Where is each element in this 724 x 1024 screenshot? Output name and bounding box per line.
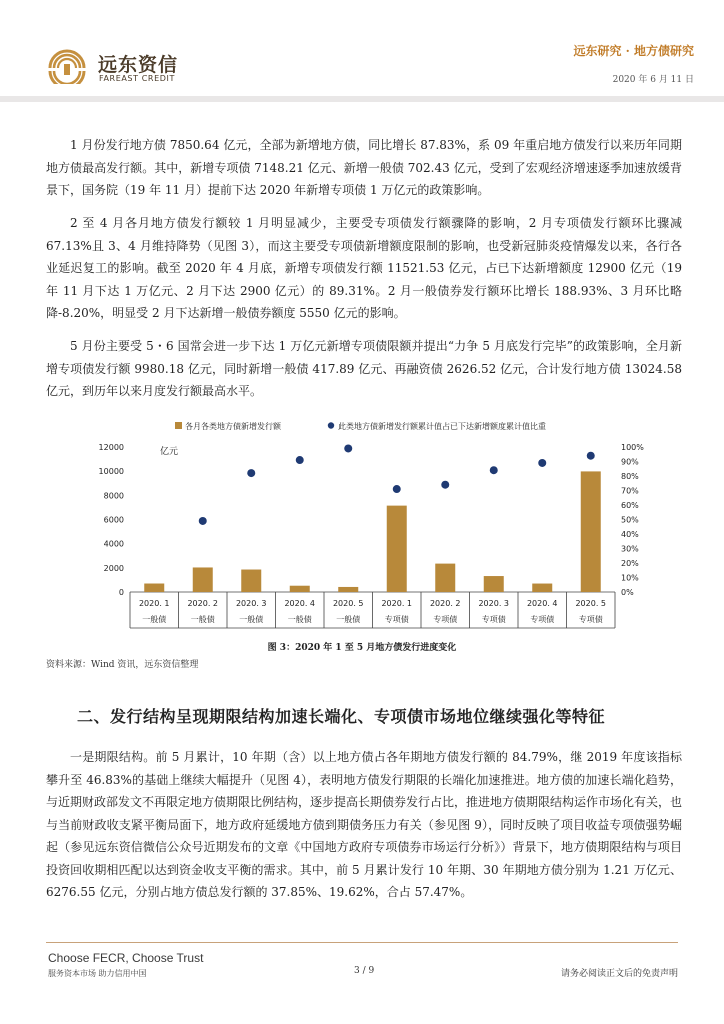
y-tick-label: 2000	[103, 563, 124, 573]
paragraph-feb-apr: 2 至 4 月各月地方债发行额较 1 月明显减少，主要受专项债发行额骤降的影响，2 月专项债发行额环比骤减 67.13%且 3、4 月维持降势（见图 3），而这主要受专项债新增额度限制的影响，也受新冠肺炎疫情爆发以来，各行各业延迟复工的影响。截至 2020 年 4 月底，新增专项债发行额 11521.53 亿元，占已下达新增额度 12900 亿元（19 年 11 月下达 1 万亿元、2 月下达 2900 亿元）的 89.31%。2 月一般债券发行额环比增长 188.93%、3 月环比略降-8.20%，明显受 2 月下达新增一般债券额度 5550 亿元的影响。	[46, 216, 682, 320]
y-tick-label: 10000	[98, 467, 124, 477]
bar-一般债-3	[241, 570, 261, 592]
footer-slogan-cn: 服务资本市场 助力信用中国	[48, 969, 147, 978]
ratio-point-10	[587, 452, 595, 460]
y2-tick-label: 50%	[621, 515, 639, 525]
y2-tick-label: 0%	[621, 588, 634, 597]
bar-一般债-5	[338, 587, 358, 592]
x-tick-group: 专项债	[578, 615, 603, 624]
y2-tick-label: 40%	[621, 530, 639, 539]
bar-一般债-4	[290, 586, 310, 592]
ratio-point-6	[393, 485, 401, 493]
legend-dot-swatch	[328, 422, 334, 428]
x-tick-period: 2020. 3	[235, 599, 267, 608]
y2-tick-label: 30%	[621, 544, 639, 554]
x-tick-group: 一般债	[190, 615, 215, 624]
y-tick-label: 12000	[98, 443, 124, 452]
y-axis-unit-label: 亿元	[160, 447, 179, 457]
ratio-point-3	[247, 469, 255, 477]
section-heading: 二、发行结构呈现期限结构加速长端化、专项债市场地位继续强化等特征	[77, 707, 606, 726]
footer-slogan-en: Choose FECR, Choose Trust	[48, 951, 204, 965]
x-tick-period: 2020. 2	[429, 599, 461, 608]
brand-name-en: FAREAST CREDIT	[99, 74, 175, 83]
y-tick-label: 0	[118, 588, 124, 597]
x-tick-period: 2020. 2	[187, 599, 219, 608]
x-tick-group: 专项债	[530, 615, 555, 624]
y2-tick-label: 70%	[621, 486, 639, 496]
x-tick-group: 一般债	[142, 615, 167, 624]
x-tick-group: 专项债	[433, 615, 458, 624]
bar-专项债-3	[484, 576, 504, 592]
source-note: 资料来源：Wind 资讯，远东资信整理	[46, 660, 199, 670]
bar-专项债-2	[435, 564, 455, 592]
bar-一般债-2	[193, 567, 213, 592]
ratio-point-8	[490, 466, 498, 474]
y2-tick-label: 20%	[621, 559, 639, 568]
y-tick-label: 8000	[103, 491, 124, 501]
fareast-logo-icon	[44, 44, 90, 84]
legend-dot-label: 此类地方债新增发行额累计值占已下达新增额度累计值比重	[338, 422, 546, 431]
x-tick-group: 一般债	[239, 615, 264, 624]
bar-专项债-5	[581, 471, 601, 592]
brand-name-cn: 远东资信	[98, 54, 179, 76]
x-tick-period: 2020. 5	[332, 599, 364, 608]
paragraph-january: 1 月份发行地方债 7850.64 亿元，全部为新增地方债，同比增长 87.83%，系 09 年重启地方债发行以来历年同期地方债最高发行额。其中，新增专项债 7148.21 亿元、新增一般债 702.43 亿元，受到了宏观经济增速逐季加速放缓背景下，国务院（19 年 11 月）提前下达 2020 年新增专项债 1 万亿元的政策影响。	[46, 138, 682, 197]
page-number: 3 / 9	[354, 966, 375, 976]
chart-canvas	[45, 410, 675, 632]
y2-tick-label: 10%	[621, 573, 639, 583]
bar-一般债-1	[144, 584, 164, 592]
ratio-point-2	[199, 517, 207, 525]
y2-tick-label: 90%	[621, 457, 639, 467]
x-tick-group: 一般债	[287, 615, 312, 624]
bar-专项债-1	[387, 506, 407, 592]
ratio-point-9	[538, 459, 546, 467]
y2-tick-label: 60%	[621, 501, 639, 510]
y-tick-label: 6000	[103, 515, 124, 525]
y2-tick-label: 80%	[621, 472, 639, 481]
x-tick-period: 2020. 3	[478, 599, 510, 608]
x-tick-period: 2020. 1	[138, 599, 170, 608]
x-tick-period: 2020. 1	[381, 599, 413, 608]
ratio-point-7	[441, 481, 449, 489]
chart-caption: 图 3：2020 年 1 至 5 月地方债发行进度变化	[267, 643, 457, 653]
legend-bar-swatch	[175, 422, 182, 429]
x-tick-group: 一般债	[336, 615, 361, 624]
report-section-label: 远东研究 · 地方债研究	[573, 44, 694, 58]
x-tick-period: 2020. 5	[575, 599, 607, 608]
paragraph-may: 5 月份主要受 5・6 国常会进一步下达 1 万亿元新增专项债限额并提出“力争 5 月底发行完毕”的政策影响，全月新增专项债发行额 9980.18 亿元，同时新增一般债 417.89 亿元、再融资债 2626.52 亿元，合计发行地方债 13024.58 亿元，到历年以来月度发行额最高水平。	[46, 339, 682, 398]
disclaimer-note: 请务必阅读正文后的免责声明	[560, 969, 678, 979]
header-divider	[0, 96, 724, 102]
ratio-point-4	[296, 456, 304, 464]
footer-divider	[46, 942, 678, 943]
paragraph-maturity-structure: 一是期限结构。前 5 月累计，10 年期（含）以上地方债占各年期地方债发行额的 84.79%，继 2019 年度该指标攀升至 46.83%的基础上继续大幅提升（见图 4），表明地方债发行期限的长端化加速推进。地方债的加速长端化趋势，与近期财政部发文不再限定地方债期限比例结构，逐步提高长期债券发行占比，推进地方债期限结构运作市场化有关，也与当前财政收支紧平衡局面下，地方政府延缓地方债到期债务压力有关（参见图 9），同时反映了项目收益专项债强势崛起（参见远东资信微信公众号近期发布的文章《中国地方政府专项债券市场运行分析》）背景下，地方债期限结构与项目投资回收期相匹配以达到资金收支平衡的需求。其中，前 5 月累计发行 10 年期、30 年期地方债分别为 1.21 万亿元、6276.55 亿元，分别占地方债总发行额的 37.85%、19.62%，合占 57.47%。	[46, 750, 683, 899]
issuance-progress-chart	[45, 410, 675, 632]
y-tick-label: 4000	[103, 539, 124, 549]
legend-bar-label: 各月各类地方债新增发行额	[185, 422, 281, 431]
bar-专项债-4	[532, 584, 552, 592]
ratio-point-5	[344, 444, 352, 452]
x-tick-group: 专项债	[481, 615, 506, 624]
y2-tick-label: 100%	[621, 443, 644, 452]
x-tick-period: 2020. 4	[284, 599, 316, 608]
report-date: 2020 年 6 月 11 日	[612, 75, 694, 85]
x-tick-group: 专项债	[384, 615, 409, 624]
page-header	[0, 0, 724, 103]
x-tick-period: 2020. 4	[526, 599, 558, 608]
